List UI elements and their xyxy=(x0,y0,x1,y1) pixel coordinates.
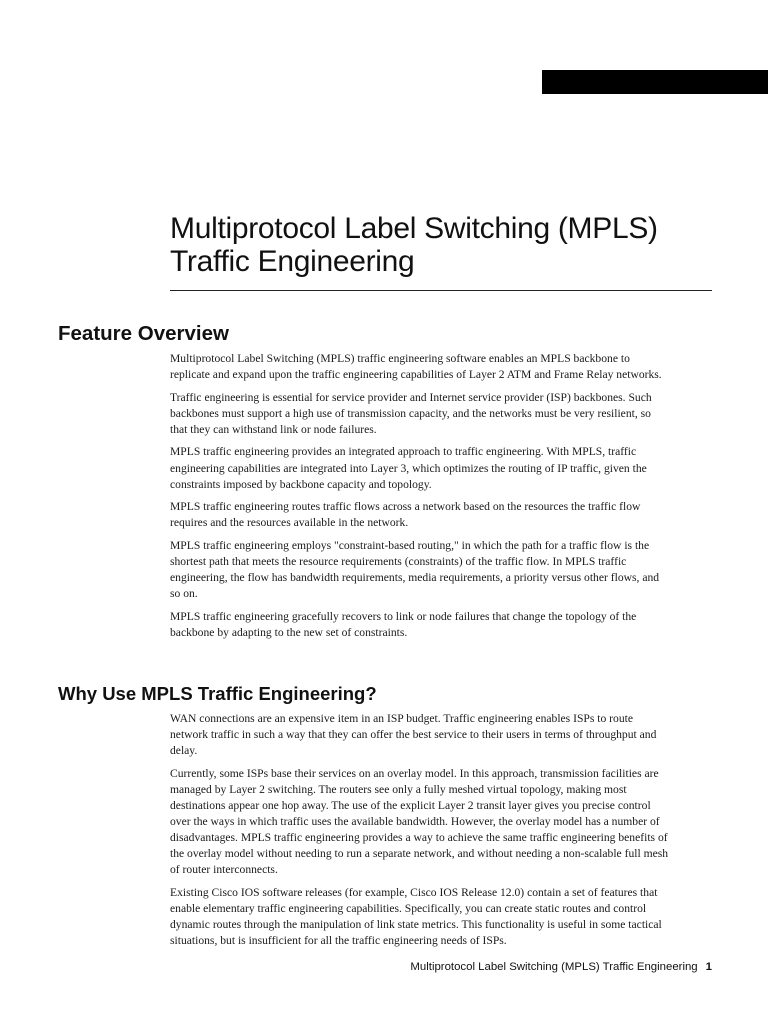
page-number: 1 xyxy=(705,961,712,973)
paragraph: MPLS traffic engineering provides an integrated approach to traffic engineering. With MPLS, traffic engineering capabilities are integrated into Layer 3, which optimizes the routing of IP traffic, given the constraints imposed by backbone capacity and topology. xyxy=(170,445,647,491)
title-line-1: Multiprotocol Label Switching (MPLS) xyxy=(170,212,658,245)
footer-running-title: Multiprotocol Label Switching (MPLS) Traffic Engineering xyxy=(410,961,698,973)
paragraph: WAN connections are an expensive item in an ISP budget. Traffic engineering enables ISPs to route network traffic in such a way that they can offer the best service to their users in terms of throughput and delay. xyxy=(170,712,657,758)
section-body-why-use xyxy=(170,711,670,956)
paragraph: MPLS traffic engineering gracefully recovers to link or node failures that change the topology of the backbone by adapting to the new set of constraints. xyxy=(170,609,637,639)
page-footer xyxy=(410,961,712,973)
title-line-2: Traffic Engineering xyxy=(170,245,415,278)
section-heading-feature-overview: Feature Overview xyxy=(58,322,229,345)
section-heading-why-use: Why Use MPLS Traffic Engineering? xyxy=(58,683,377,704)
paragraph: Traffic engineering is essential for service provider and Internet service provider (ISP) backbones. Such backbones must support a high use of transmission capacity, and the networks must be very resilient, so that they can withstand link or node failures. xyxy=(170,390,652,436)
paragraph: MPLS traffic engineering employs "constraint-based routing," in which the path for a traffic flow is the shortest path that meets the resource requirements (constraints) of the traffic flow. In MPLS traffic engineering, the flow has bandwidth requirements, media requirements, a priority versus other flows, and so on. xyxy=(170,538,660,601)
paragraph: Multiprotocol Label Switching (MPLS) traffic engineering software enables an MPLS backbone to replicate and expand upon the traffic engineering capabilities of Layer 2 ATM and Frame Relay networks. xyxy=(170,352,662,382)
chapter-tab-bar xyxy=(542,70,768,94)
paragraph: Currently, some ISPs base their services on an overlay model. In this approach, transmission facilities are managed by Layer 2 switching. The routers see only a fully meshed virtual topology, making most destinations appear one hop away. The use of the explicit Layer 2 transit layer gives you precise control over the ways in which traffic uses the available bandwidth. However, the overlay model has a number of disadvantages. MPLS traffic engineering provides a way to achieve the same traffic engineering benefits of the overlay model without needing to run a separate network, and without needing a non-scalable full mesh of router interconnects. xyxy=(170,766,669,877)
section-body-feature-overview xyxy=(170,351,670,648)
title-rule xyxy=(170,290,712,291)
document-title xyxy=(170,212,715,278)
paragraph: Existing Cisco IOS software releases (for example, Cisco IOS Release 12.0) contain a set of features that enable elementary traffic engineering capabilities. Specifically, you can create static routes and control dynamic routes through the manipulation of link state metrics. This functionality is useful in some tactical situations, but is insufficient for all the traffic engineering needs of ISPs. xyxy=(170,885,662,948)
paragraph: MPLS traffic engineering routes traffic flows across a network based on the resources the traffic flow requires and the resources available in the network. xyxy=(170,500,641,530)
